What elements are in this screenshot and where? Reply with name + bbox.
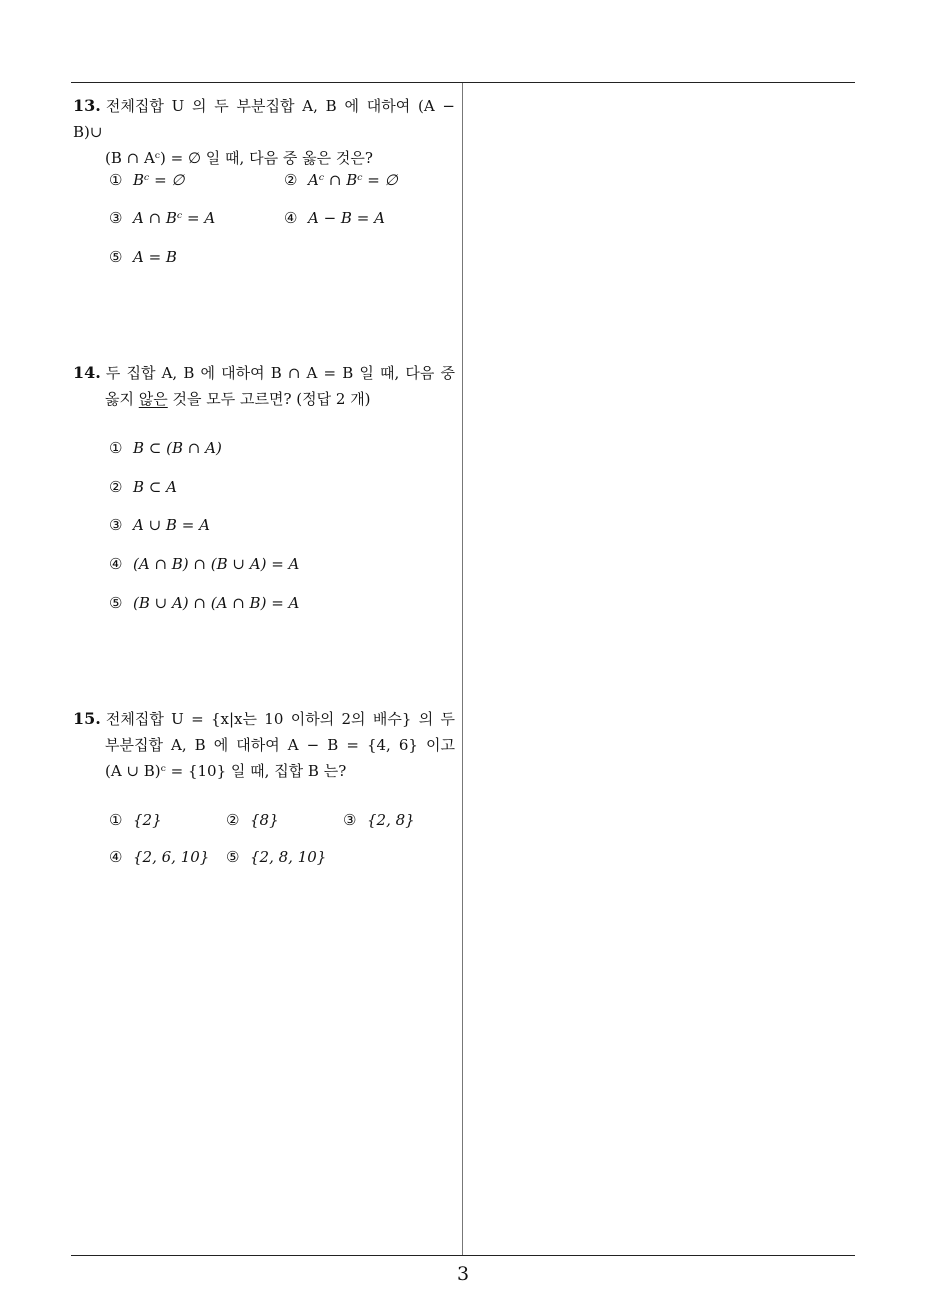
question-15 (73, 706, 455, 784)
emphasis-underlined: 않은 (138, 390, 168, 408)
stem-text-line-2: 옳지 않은 것을 모두 고르면? (정답 2 개) (105, 390, 371, 408)
choice-3[interactable]: ③ {2, 8} (343, 811, 415, 829)
choice-2[interactable]: ② Aᶜ ∩ Bᶜ = ∅ (284, 171, 398, 189)
stem-text-line-2: 부분집합 A, B 에 대하여 A − B = {4, 6} 이고 (105, 736, 455, 754)
choice-1[interactable]: ① B ⊂ (B ∩ A) (109, 439, 222, 457)
choice-4[interactable]: ④ A − B = A (284, 209, 385, 227)
question-number: 14. (73, 363, 101, 382)
stem-text-line-2: (B ∩ Aᶜ) = ∅ 일 때, 다음 중 옳은 것은? (105, 149, 373, 167)
choice-5[interactable]: ⑤ (B ∪ A) ∩ (A ∩ B) = A (109, 594, 300, 612)
question-15-stem (73, 706, 455, 784)
choice-5[interactable]: ⑤ {2, 8, 10} (226, 848, 327, 866)
choice-2[interactable]: ② {8} (226, 811, 279, 829)
question-13 (73, 93, 455, 171)
question-number: 15. (73, 709, 101, 728)
question-number: 13. (73, 96, 101, 115)
stem-text-line-3: (A ∪ B)ᶜ = {10} 일 때, 집합 B 는? (105, 762, 347, 780)
choice-1[interactable]: ① {2} (109, 811, 162, 829)
choice-1[interactable]: ① Bᶜ = ∅ (109, 171, 185, 189)
question-14 (73, 360, 455, 412)
question-13-stem (73, 93, 455, 171)
page-number: 3 (456, 1263, 470, 1285)
column-divider (462, 83, 463, 1255)
choice-2[interactable]: ② B ⊂ A (109, 478, 177, 496)
stem-text-line-1: 두 집합 A, B 에 대하여 B ∩ A = B 일 때, 다음 중 (105, 364, 455, 382)
stem-text-line-1: 전체집합 U 의 두 부분집합 A, B 에 대하여 (A − B)∪ (73, 97, 455, 141)
choice-4[interactable]: ④ {2, 6, 10} (109, 848, 210, 866)
stem-text-line-1: 전체집합 U = {x|x는 10 이하의 2의 배수} 의 두 (105, 710, 455, 728)
bottom-rule (71, 1255, 855, 1256)
choice-3[interactable]: ③ A ∪ B = A (109, 516, 210, 534)
question-14-stem (73, 360, 455, 412)
choice-4[interactable]: ④ (A ∩ B) ∩ (B ∪ A) = A (109, 555, 300, 573)
top-rule (71, 82, 855, 83)
choice-5[interactable]: ⑤ A = B (109, 248, 177, 266)
choice-3[interactable]: ③ A ∩ Bᶜ = A (109, 209, 216, 227)
